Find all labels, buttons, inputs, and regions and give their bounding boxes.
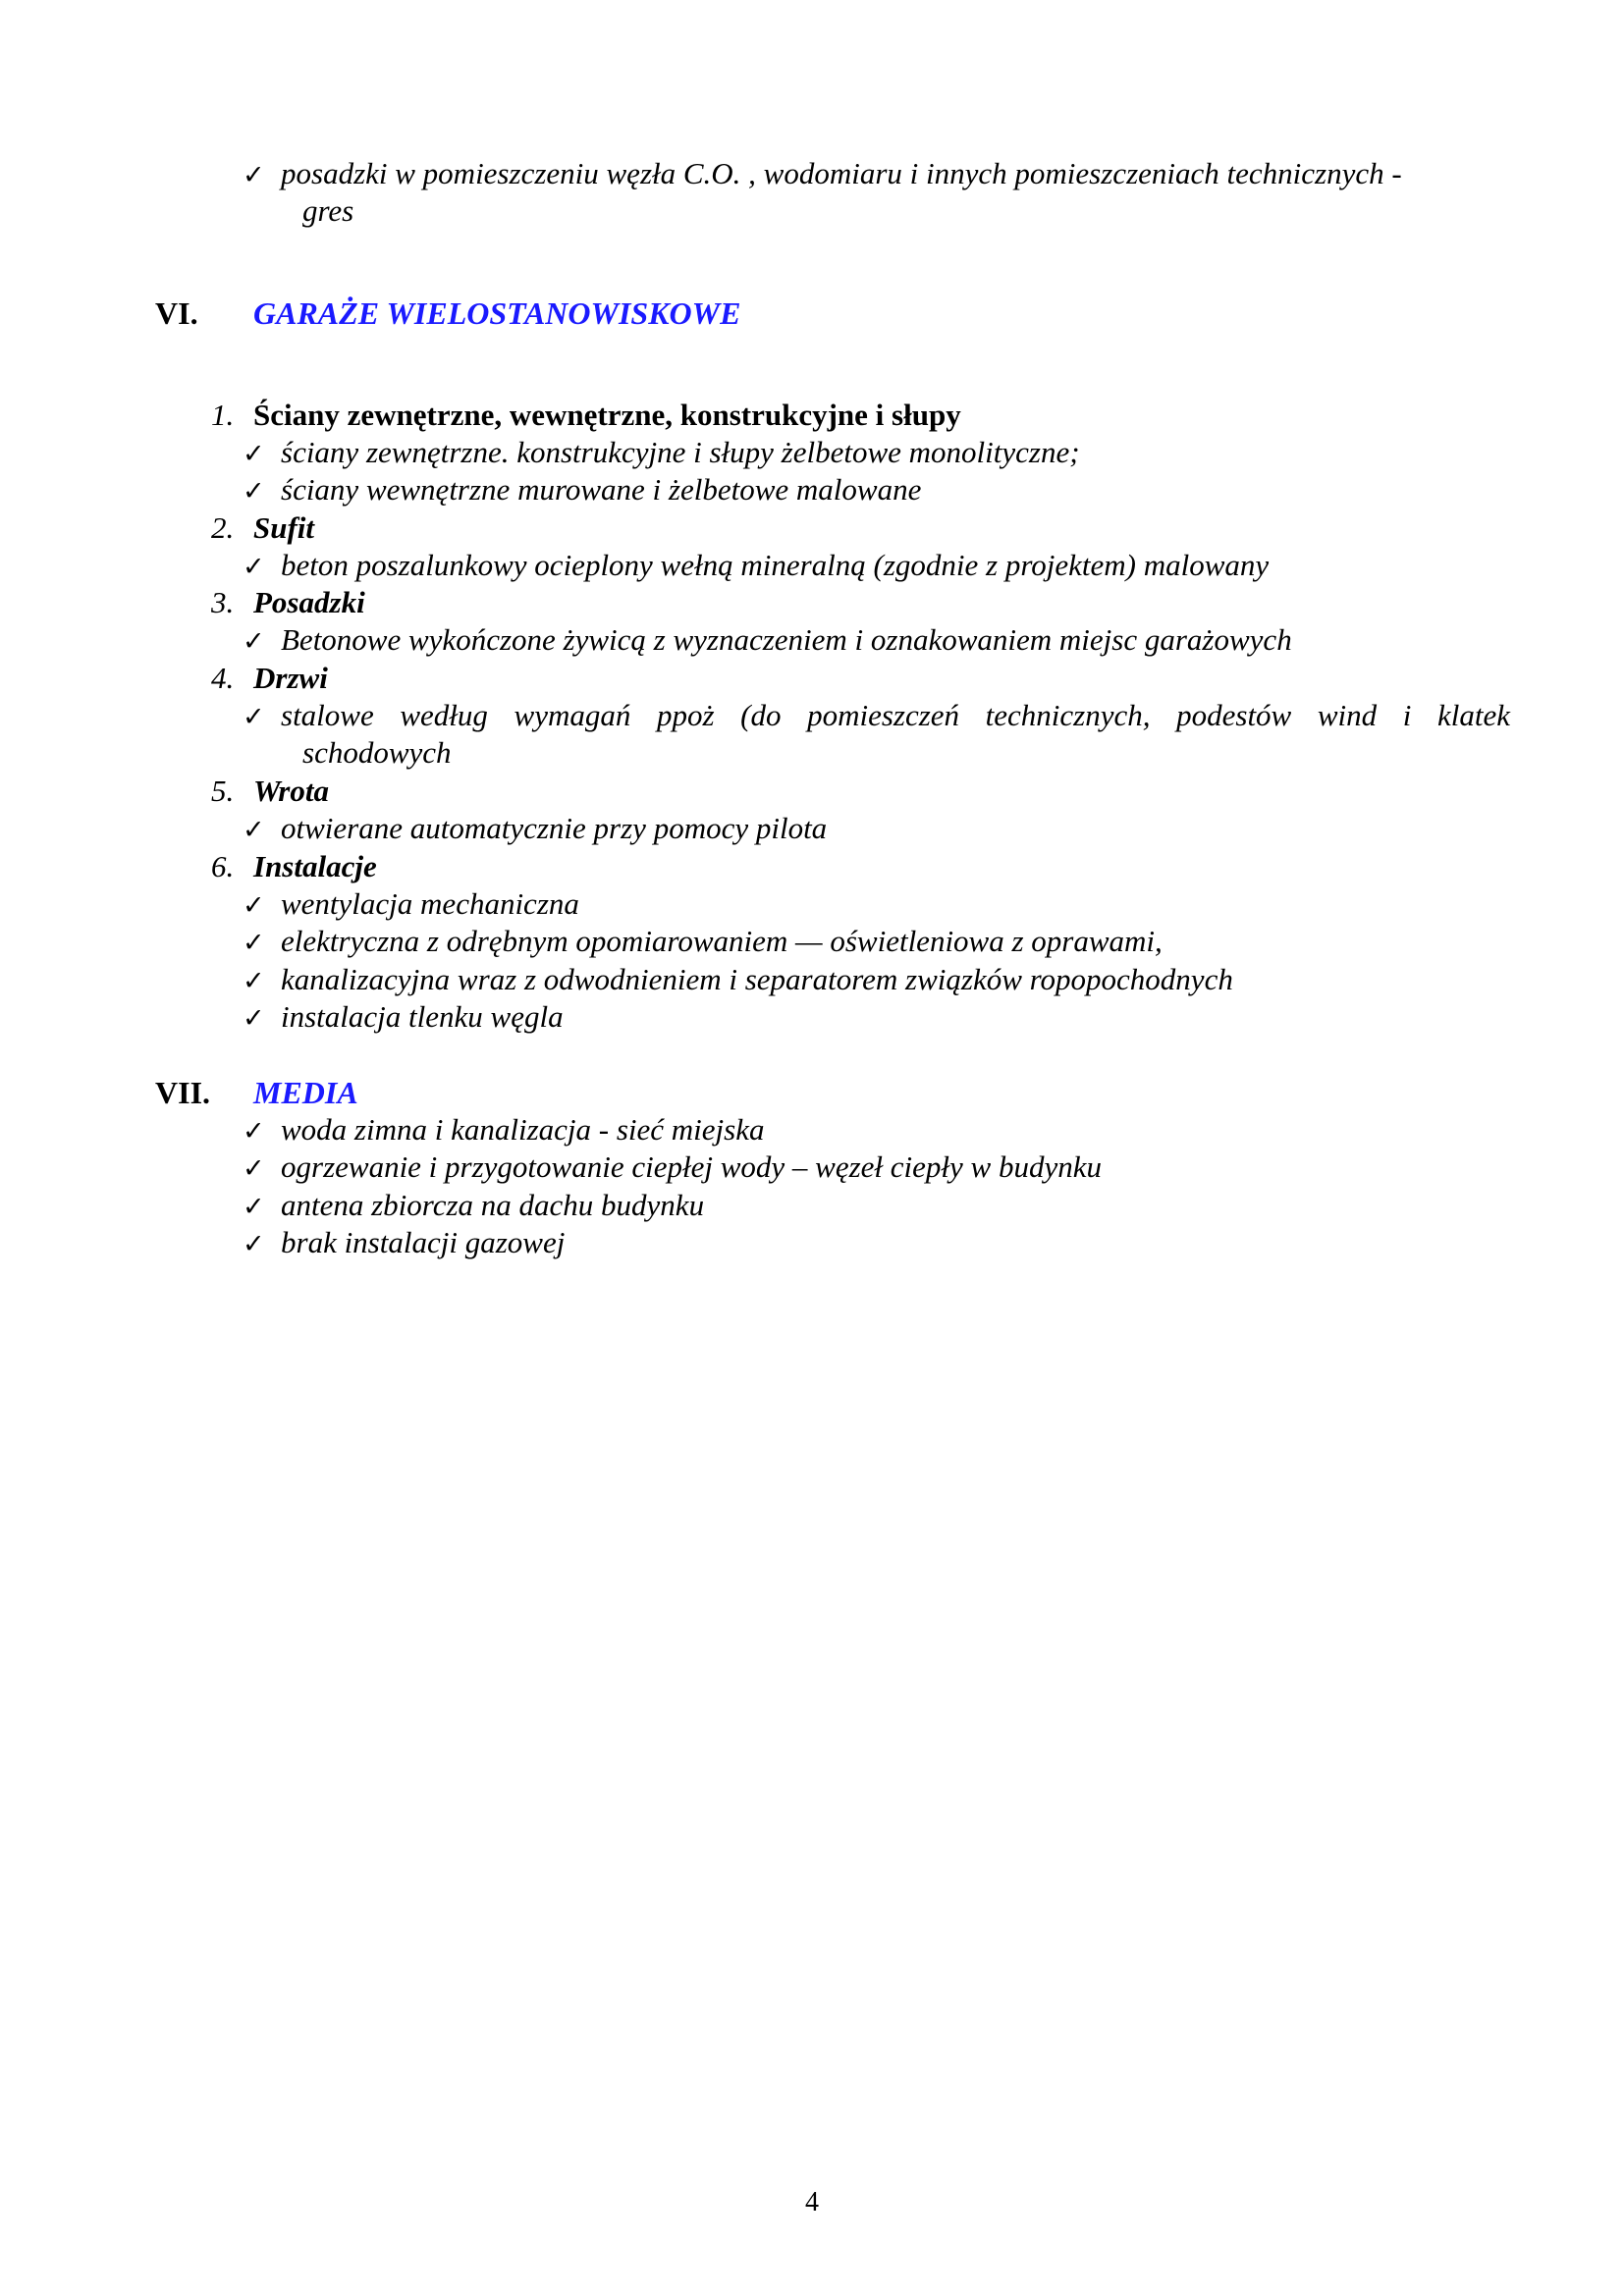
check-icon bbox=[243, 885, 278, 925]
item-5-bullet-1: otwierane automatycznie przy pomocy pilota bbox=[281, 811, 828, 845]
item-5-title: Wrota bbox=[253, 774, 329, 808]
item-5-number: 5. bbox=[211, 774, 235, 808]
media-bullet-2: ogrzewanie i przygotowanie ciepłej wody – węzeł ciepły w budynku bbox=[281, 1149, 1102, 1184]
section-6-roman: VI. bbox=[155, 295, 198, 331]
check-icon bbox=[243, 697, 278, 736]
check-icon bbox=[243, 1148, 278, 1188]
check-icon bbox=[243, 621, 278, 661]
item-2-number: 2. bbox=[211, 510, 235, 545]
item-6-bullet-1: wentylacja mechaniczna bbox=[281, 886, 579, 921]
item-1-bullet-1: ściany zewnętrzne. konstrukcyjne i słupy żelbetowe monolityczne; bbox=[281, 435, 1080, 469]
item-4-title: Drzwi bbox=[253, 661, 328, 695]
item-1-title: Ściany zewnętrzne, wewnętrzne, konstrukcyjne i słupy bbox=[253, 398, 961, 432]
item-1-number: 1. bbox=[211, 398, 235, 432]
check-icon bbox=[243, 547, 278, 586]
item-6-number: 6. bbox=[211, 849, 235, 883]
item-4-bullet-continuation: schodowych bbox=[302, 735, 452, 770]
item-6-bullet-4: instalacja tlenku węgla bbox=[281, 999, 564, 1034]
check-icon bbox=[243, 961, 278, 1000]
check-icon bbox=[243, 810, 278, 849]
page-number: 4 bbox=[805, 2187, 819, 2217]
check-icon bbox=[243, 998, 278, 1038]
item-2-title: Sufit bbox=[253, 510, 315, 545]
check-icon bbox=[243, 434, 278, 473]
media-bullet-3: antena zbiorcza na dachu budynku bbox=[281, 1188, 705, 1222]
intro-bullet-continuation: gres bbox=[302, 193, 354, 228]
check-icon bbox=[243, 923, 278, 962]
section-7-roman: VII. bbox=[155, 1075, 211, 1110]
item-3-number: 3. bbox=[211, 585, 235, 619]
item-3-bullet-1: Betonowe wykończone żywicą z wyznaczeniem i oznakowaniem miejsc garażowych bbox=[281, 622, 1292, 657]
media-bullet-4: brak instalacji gazowej bbox=[281, 1225, 566, 1259]
item-4-number: 4. bbox=[211, 661, 235, 695]
check-icon bbox=[243, 1187, 278, 1226]
media-bullet-1: woda zimna i kanalizacja - sieć miejska bbox=[281, 1112, 765, 1147]
item-2-bullet-1: beton poszalunkowy ocieplony wełną mineralną (zgodnie z projektem) malowany bbox=[281, 548, 1270, 582]
check-icon bbox=[243, 1224, 278, 1263]
item-6-bullet-2: elektryczna z odrębnym opomiarowaniem — oświetleniowa z oprawami, bbox=[281, 924, 1163, 958]
item-4-bullet-1: stalowe według wymagań ppoż (do pomieszczeń technicznych, podestów wind i klatek bbox=[281, 698, 1510, 732]
item-6-title: Instalacje bbox=[253, 849, 377, 883]
item-6-bullet-3: kanalizacyjna wraz z odwodnieniem i separatorem związków ropopochodnych bbox=[281, 962, 1233, 996]
check-icon bbox=[243, 1111, 278, 1150]
item-1-bullet-2: ściany wewnętrzne murowane i żelbetowe malowane bbox=[281, 472, 922, 507]
item-3-title: Posadzki bbox=[253, 585, 365, 619]
check-icon bbox=[243, 155, 278, 194]
section-6-title: GARAŻE WIELOSTANOWISKOWE bbox=[253, 295, 741, 331]
intro-bullet-text: posadzki w pomieszczeniu węzła C.O. , wodomiaru i innych pomieszczeniach technicznych - bbox=[281, 156, 1402, 190]
check-icon bbox=[243, 471, 278, 510]
section-7-title: MEDIA bbox=[253, 1075, 358, 1110]
